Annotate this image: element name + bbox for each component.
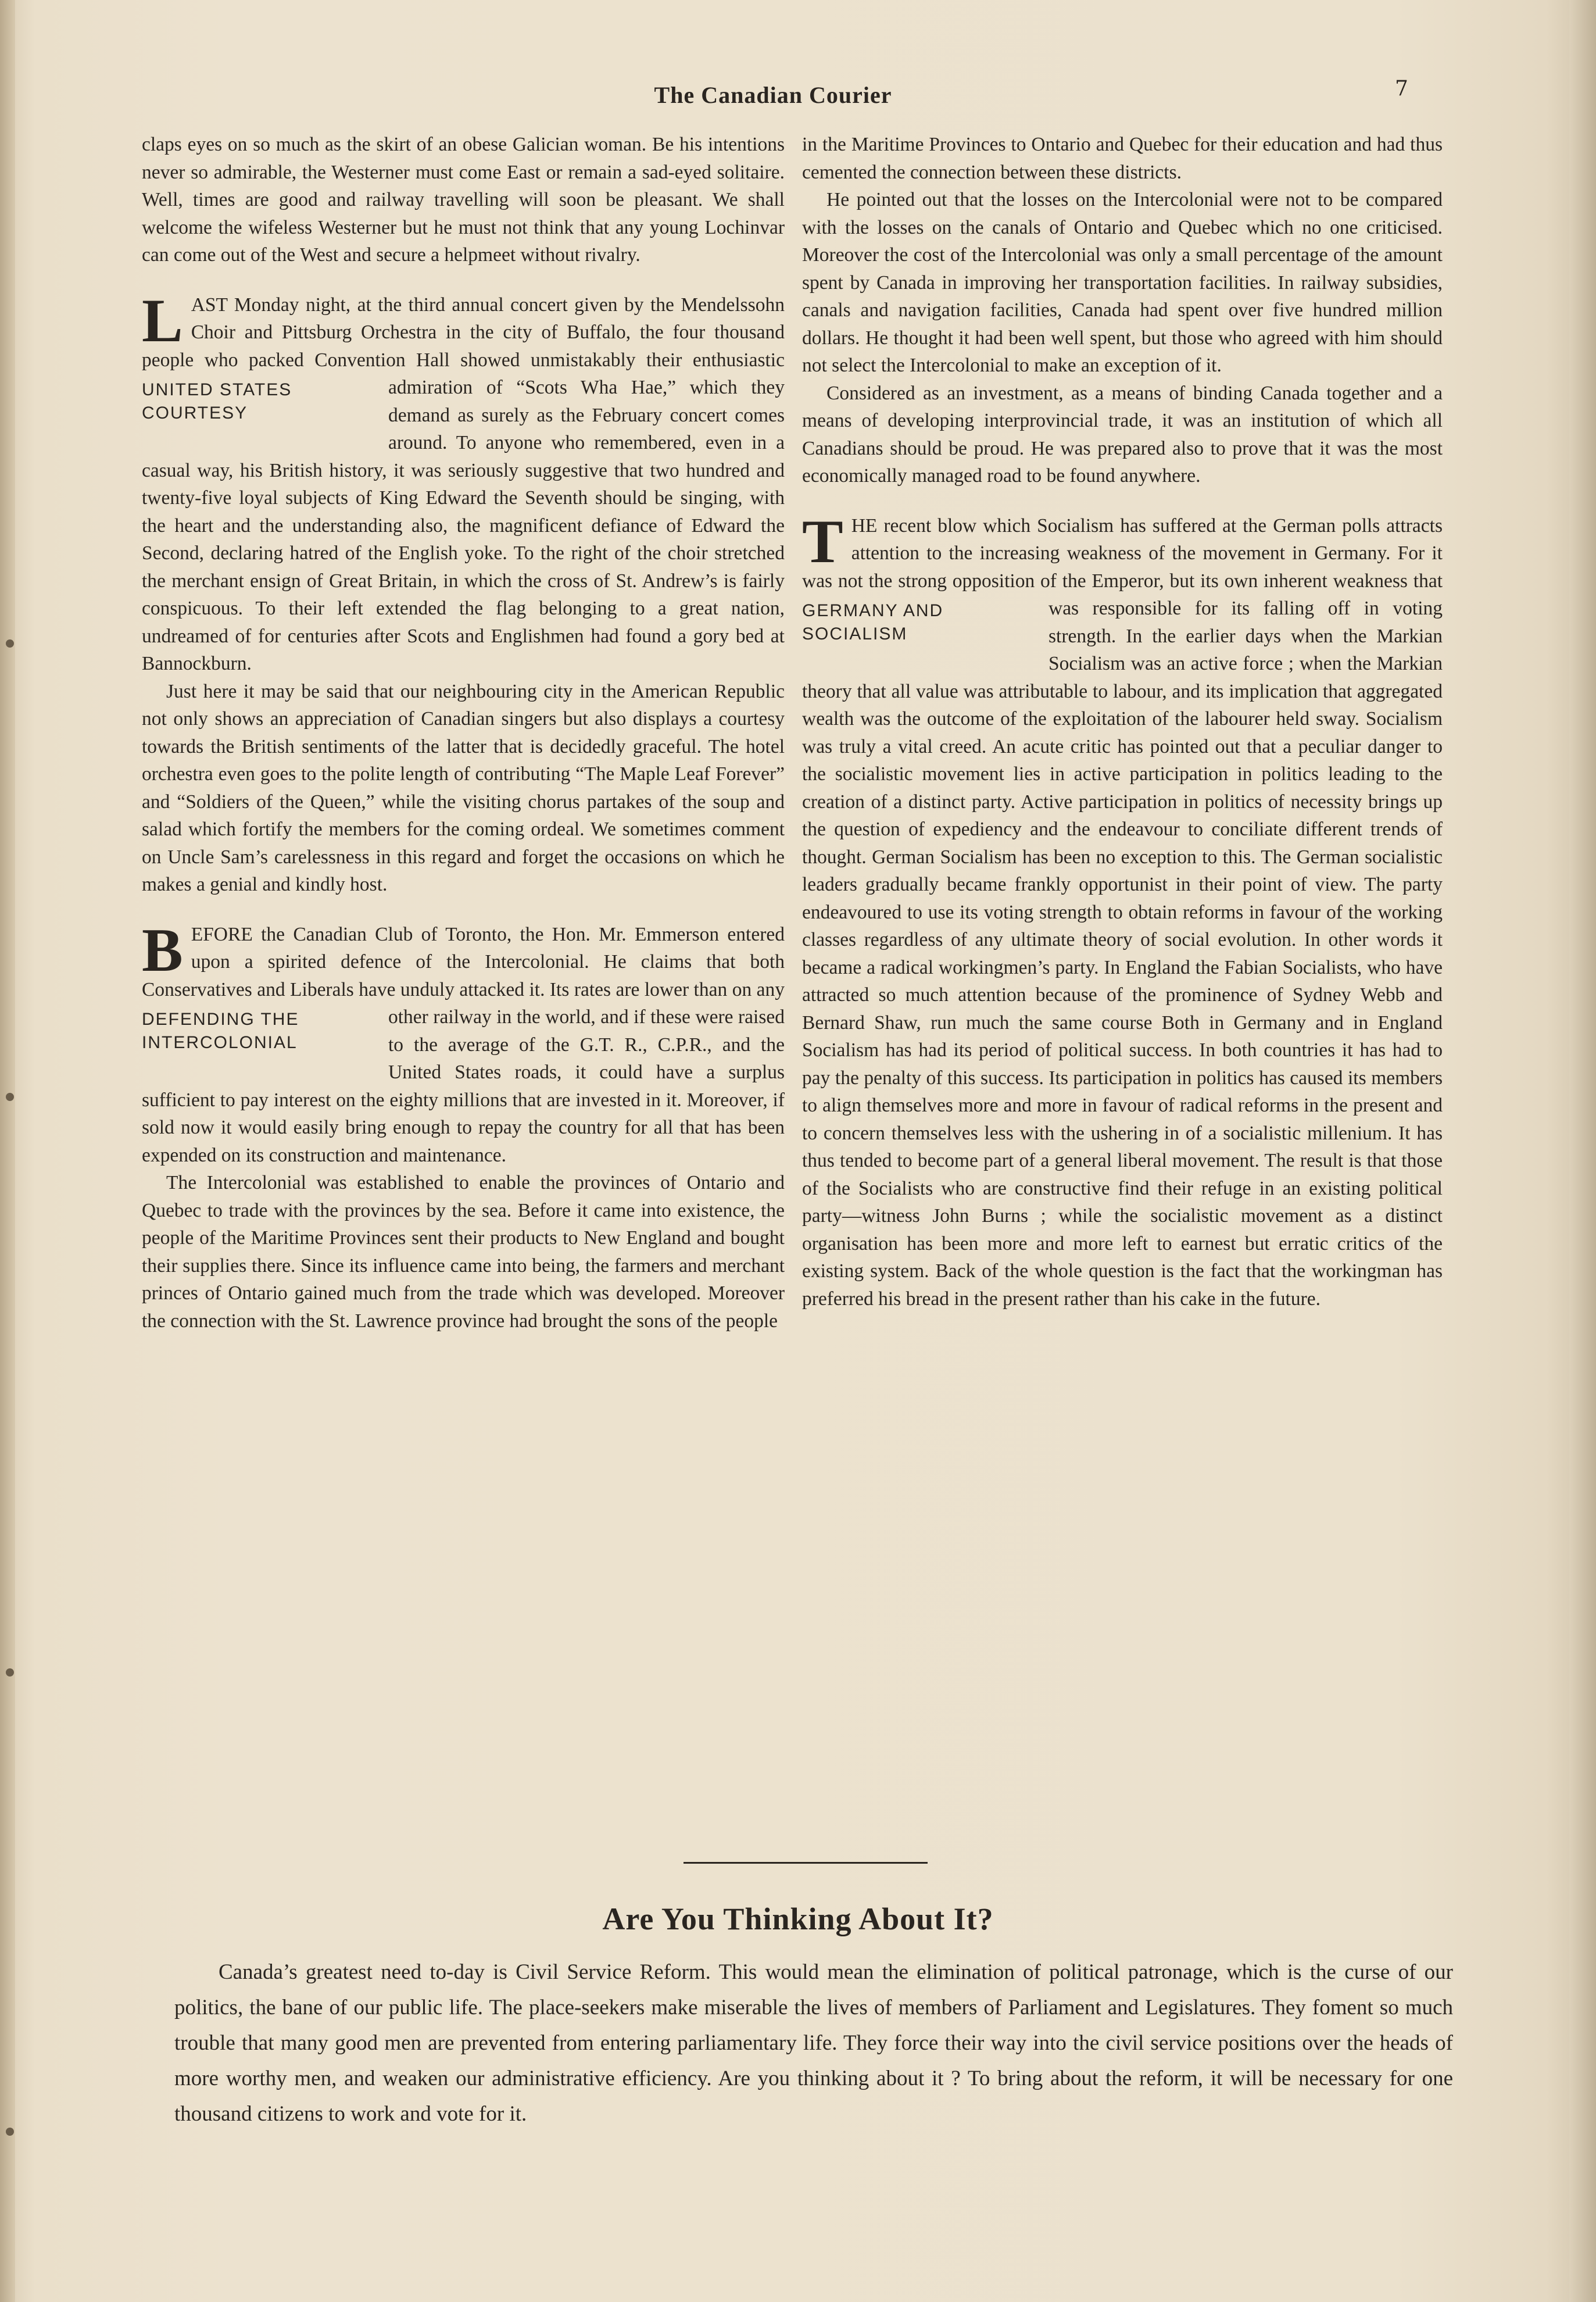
lead-paragraph: [142, 916, 785, 1170]
side-heading-line: INTERCOLONIAL: [142, 1033, 298, 1052]
right-column: [802, 131, 1443, 1335]
publication-title: The Canadian Courier: [654, 82, 892, 108]
side-heading-line: COURTESY: [142, 403, 248, 423]
lead-text: AST Monday night, at the third annual concert given by the Mendelssohn Choir and Pittsburg Orchestra in the city of Buffalo, the four thousand people who packed Convention Hall showed unmistakably their enthusiastic admiration UNITED STATES COURTESY of “Scots Wha Hae,” which they demand as surely as the February concert comes around. To anyone who remembered, even in a casual way, his British history, it was seriously suggestive that two hundred and twenty-five loyal subjects of King Edward the Seventh should be singing, with the heart and the understanding also, the magnificent defiance of Edward the Second, declaring hatred of the English yoke. To the right of the choir stretched the merchant ensign of Great Britain, in which the cross of St. Andrew’s is fairly conspicuous. To their left extended the flag belonging to a great nation, undreamed of for centuries after Scots and Englishmen had found a gory bed at Bannockburn.: [142, 294, 785, 674]
lead-text: EFORE the Canadian Club of Toronto, the Hon. Mr. Emmerson entered upon a spirited defence of the Intercolonial. He claims that both Conservatives and Liberals have unduly attacked it. Its rates are lower than DEFENDING THE INTERCOLONIAL on any other railway in the world, and if these were raised to the average of the G.T. R., C.P.R., and the United States roads, it could have a surplus sufficient to pay interest on the eighty millions that are invested in it. Moreover, if sold now it would easily bring enough to repay the country for all that has been expended on its construction and maintenance.: [142, 923, 785, 1166]
lead-paragraph: [802, 507, 1443, 1313]
side-heading-line: UNITED STATES: [142, 380, 292, 399]
paragraph: Considered as an investment, as a means of binding Canada together and a means of developing interprovincial trade, it was an institution of which all Canadians should be proud. He was prepared also to prove that it was the most economically managed road to be found anywhere.: [802, 382, 1443, 487]
binding-edge: [0, 0, 15, 2302]
side-heading: [802, 599, 1035, 646]
page-edge: [1569, 0, 1596, 2302]
article-section: [142, 131, 785, 269]
side-heading: [142, 1008, 374, 1055]
page-header: [0, 77, 1596, 122]
binding-staple-mark: [6, 1668, 14, 1677]
paragraph: He pointed out that the losses on the Intercolonial were not to be compared with the losses on the canals of Ontario and Quebec which no one criticised. Moreover the cost of the Intercolonial was only a small percentage of the amount spent by Canada in improving her transportation facilities. In railway subsidies, canals and navigation facilities, Canada had spent over five hundred million dollars. He thought it had been well spent, but those who agreed with him should not select the Intercolonial to make an exception of it.: [802, 189, 1443, 376]
side-heading-line: GERMANY AND: [802, 601, 944, 620]
article-section: [142, 286, 785, 899]
binding-staple-mark: [6, 2128, 14, 2136]
promo-title: Are You Thinking About It?: [602, 1901, 994, 1936]
drop-cap: T: [802, 507, 843, 576]
article-section: [142, 916, 785, 1335]
drop-cap: B: [142, 916, 183, 984]
lead-paragraph: [142, 286, 785, 678]
lead-text: HE recent blow which Socialism has suffered at the German polls attracts attention to the increasing weakness of the movement in Germany. For it was not the strong opposition of the Emperor, but its GERMANY AND SOCIALISM own inherent weakness that was responsible for its falling off in voting strength. In the earlier days when the Markian Socialism was an active force ; when the Markian theory that all value was attributable to labour, and its implication that aggregated wealth was the outcome of the exploitation of the labourer held sway. Socialism was truly a vital creed. An acute critic has pointed out that a peculiar danger to the socialistic movement lies in active participation in politics leading to the creation of a distinct party. Active participation in politics of necessity brings up the question of expediency and the endeavour to conciliate different trends of thought. German Socialism has been no exception to this. The German socialistic leaders gradually became frankly opportunist in their point of view. The party endeavoured to use its voting strength to obtain reforms in favour of the working classes regardless of any ultimate theory of social evolution. In other words it became a radical workingmen’s party. In England the Fabian Socialists, who have attracted so much attention because of the prominence of Sydney Webb and Bernard Shaw, run much the same course Both in Germany and in England Socialism has had its period of political success. In both countries it has had to pay the penalty of this success. Its participation in politics has caused its members to align themselves more and more in favour of radical reforms in the present and to concern themselves less with the ushering in of a socialistic millenium. It has thus tended to become part of a general liberal movement. The result is that those of the Socialists who are constructive find their refuge in an existing political party—witness John Burns ; while the socialistic movement as a distinct organisation has been more and more left to earnest but erratic critics of the existing system. Back of the whole question is the fact that the workingman has preferred his bread in the present rather than his cake in the future.: [802, 514, 1443, 1310]
article-section: [802, 131, 1443, 490]
paragraph: in the Maritime Provinces to Ontario and Quebec for their education and had thus cemented the connection between these districts.: [802, 134, 1443, 183]
section-divider: [684, 1862, 928, 1864]
side-heading: [142, 378, 374, 425]
paragraph: The Intercolonial was established to enable the provinces of Ontario and Quebec to trade with the provinces by the sea. Before it came into existence, the people of the Maritime Provinces sent their products to New England and bought their supplies there. Since its influence came into being, the farmers and merchant princes of Ontario gained much from the trade which was developed. Moreover the connection with the St. Lawrence province had brought the sons of the people: [142, 1172, 785, 1332]
page-number: 7: [1395, 77, 1408, 101]
side-heading-line: SOCIALISM: [802, 624, 908, 644]
paragraph: claps eyes on so much as the skirt of an obese Galician woman. Be his intentions never so admirable, the Westerner must come East or remain a sad-eyed solitaire. Well, times are good and railway travelling will soon be pleasant. We shall welcome the wifeless Westerner but he must not think that any young Lochinvar can come out of the West and secure a helpmeet without rivalry.: [142, 134, 785, 266]
promo-body: Canada’s greatest need to-day is Civil Service Reform. This would mean the elimination of political patronage, which is the curse of our politics, the bane of our public life. The place-seekers make miserable the lives of members of Parliament and Legislatures. They foment so much trouble that many good men are prevented from entering parliamentary life. They force their way into the civil service positions over the heads of more worthy men, and weaken our administrative efficiency. Are you thinking about it ? To bring about the reform, it will be necessary for one thousand citizens to work and vote for it.: [174, 1960, 1453, 2126]
left-column: [142, 131, 785, 1357]
binding-staple-mark: [6, 639, 14, 648]
article-section: [802, 507, 1443, 1313]
paragraph: Just here it may be said that our neighbouring city in the American Republic not only shows an appreciation of Canadian singers but also displays a courtesy towards the British sentiments of the latter that is decidedly graceful. The hotel orchestra even goes to the polite length of contributing “The Maple Leaf Forever” and “Soldiers of the Queen,” while the visiting chorus partakes of the soup and salad which fortify the members for the coming ordeal. We sometimes comment on Uncle Sam’s carelessness in this regard and forget the occasions on which he makes a genial and kindly host.: [142, 680, 785, 895]
binding-staple-mark: [6, 1093, 14, 1101]
drop-cap: L: [142, 286, 183, 355]
side-heading-line: DEFENDING THE: [142, 1010, 299, 1029]
